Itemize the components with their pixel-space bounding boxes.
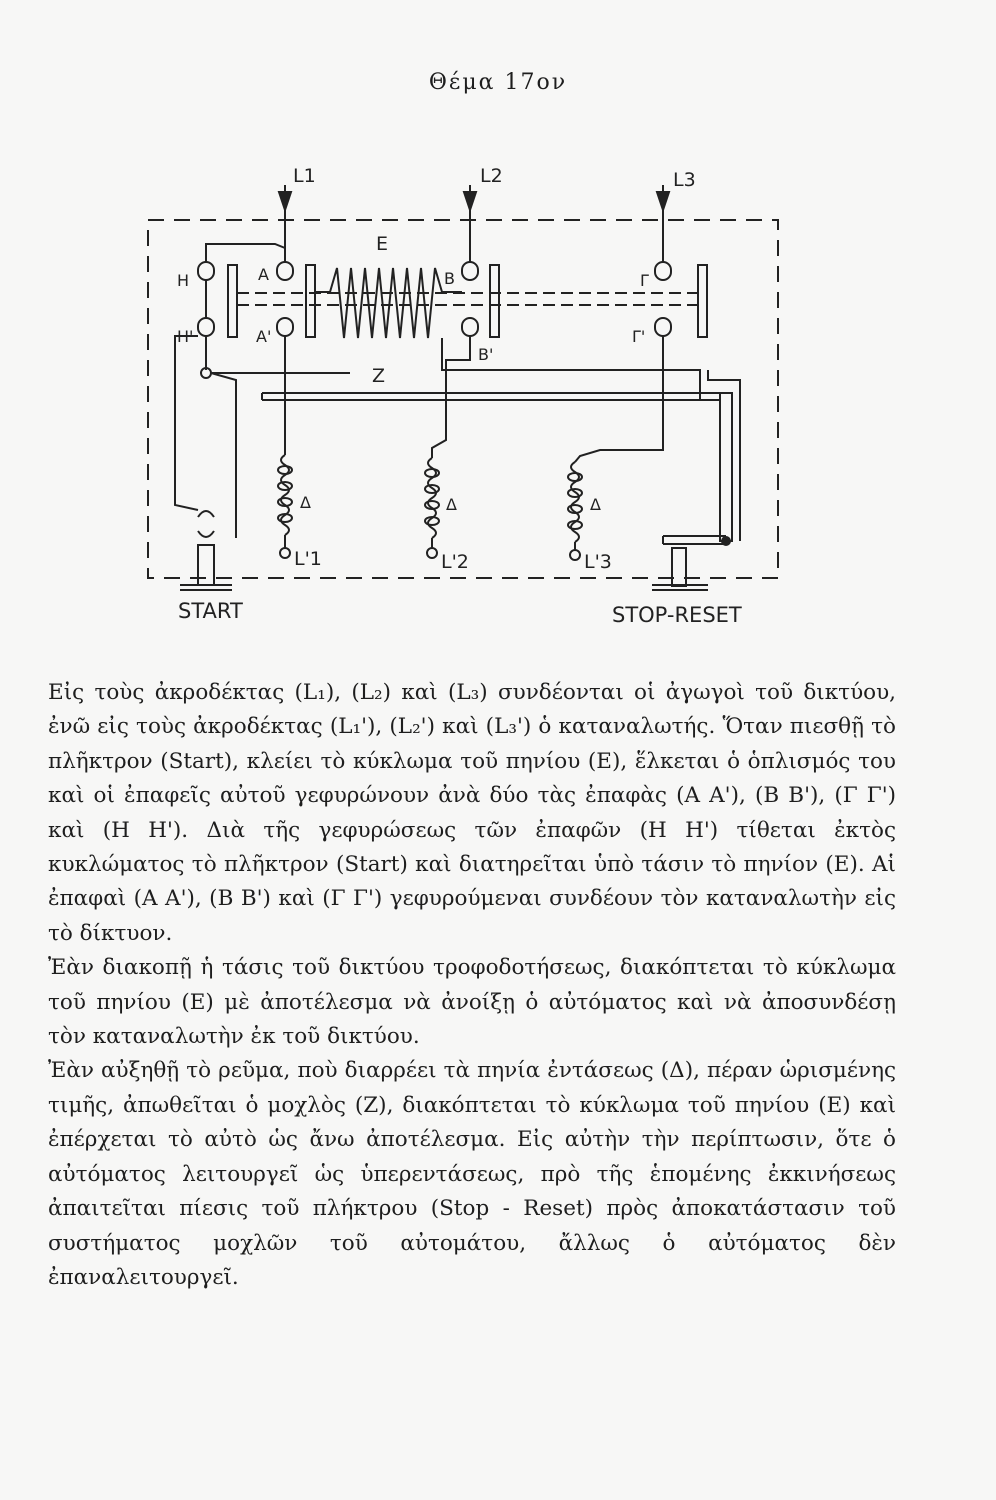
contact-B (462, 262, 478, 280)
paragraph-1: Εἰς τοὺς ἀκροδέκτας (L₁), (L₂) καὶ (L₃) συνδέονται οἱ ἀγωγοὶ τοῦ δικτύου, ἐνῶ εἰς τοὺς ἀκροδέκτας (L₁'), (L₂') καὶ (L₃') ὁ καταναλωτής. Ὅταν πιεσθῇ τὸ πλῆκτρον (Start), κλείει τὸ κύκλωμα τοῦ πηνίου (E), ἕλκεται ὁ ὁπλισμός του καὶ οἱ ἐπαφεῖς αὐτοῦ γεφυρώνουν ἀνὰ δύο τὰς ἐπαφὰς (A A'), (B B'), (Γ Γ') καὶ (H H'). Διὰ τῆς γεφυρώσεως τῶν ἐπαφῶν (H H') τίθεται ἐκτὸς κυκλώματος τὸ πλῆκτρον (Start) καὶ διατηρεῖται ὑπὸ τάσιν τὸ πηνίον (E). Αἱ ἐπαφαὶ (A A'), (B B') καὶ (Γ Γ') γεφυρούμεναι συνδέουν τὸν καταναλωτὴν εἰς τὸ δίκτυον. (48, 680, 896, 946)
bridge-bar-Gamma (698, 265, 707, 337)
circuit-diagram (0, 0, 996, 640)
label-delta-1: Δ (300, 493, 311, 512)
label-E: E (376, 233, 389, 255)
paragraph-3: Ἐὰν αὐξηθῇ τὸ ρεῦμα, ποὺ διαρρέει τὰ πηνία ἐντάσεως (Δ), πέραν ὡρισμένης τιμῆς, ἀπωθεῖται ὁ μοχλὸς (Z), διακόπτεται τὸ κύκλωμα τοῦ πηνίου (E) καὶ ἐπέρχεται τὸ αὐτὸ ὡς ἄνω ἀποτέλεσμα. Εἰς αὐτὴν τὴν περίπτωσιν, ὅτε ὁ αὐτόματος λειτουργεῖ ὡς ὑπερεντάσεως, πρὸ τῆς ἑπομένης ἐκκινήσεως ἀπαιτεῖται πίεσις τοῦ πλήκτρου (Stop - Reset) πρὸς ἀποκατάστασιν τοῦ συστήματος μοχλῶν τοῦ αὐτομάτου, ἄλλως ὁ αὐτόματος δὲν ἐπαναλειτουργεῖ. (48, 1058, 896, 1290)
label-contact-A-prime: A' (256, 327, 272, 346)
contact-Gamma (655, 262, 671, 280)
lever-Z-rod (720, 393, 732, 541)
current-coil-1 (278, 455, 292, 535)
current-coil-3 (568, 462, 582, 542)
label-load-3: L'3 (584, 551, 612, 573)
label-load-2: L'2 (441, 551, 469, 573)
label-contact-A: A (258, 265, 269, 284)
contact-H-prime (198, 318, 214, 336)
label-delta-2: Δ (446, 495, 457, 514)
contact-Gamma-prime (655, 318, 671, 336)
coil-E (315, 268, 462, 338)
paragraph-2: Ἐὰν διακοπῇ ἡ τάσις τοῦ δικτύου τροφοδοτήσεως, διακόπτεται τὸ κύκλωμα τοῦ πηνίου (E) μὲ ἀποτέλεσμα νὰ ἀνοίξῃ ὁ αὐτόματος καὶ νὰ ἀποσυνδέσῃ τὸν καταναλωτὴν ἐκ τοῦ δικτύου. (48, 955, 896, 1050)
label-Z: Z (372, 365, 386, 387)
bridge-bar-A (306, 265, 315, 337)
contact-A-prime (277, 318, 293, 336)
bridge-bar-B (490, 265, 499, 337)
label-contact-Gamma-prime: Γ' (632, 327, 646, 346)
label-start: START (178, 599, 243, 623)
label-contact-H-prime: H' (177, 327, 194, 346)
body-text (48, 676, 896, 1295)
contact-H (198, 262, 214, 280)
label-contact-B-prime: B' (478, 345, 494, 364)
label-contact-B: B (444, 269, 455, 288)
current-coil-2 (425, 458, 439, 538)
label-contact-Gamma: Γ (640, 271, 649, 290)
label-load-1: L'1 (294, 548, 322, 570)
supply-arrow-L3 (657, 185, 669, 262)
supply-arrow-L2 (464, 185, 476, 262)
page-title: Θέμα 17ον (428, 70, 568, 95)
label-L2: L2 (480, 165, 503, 187)
label-L1: L1 (293, 165, 316, 187)
label-delta-3: Δ (590, 495, 601, 514)
contact-B-prime (462, 318, 478, 336)
label-stop-reset: STOP-RESET (612, 603, 742, 627)
bridge-bar-H (228, 265, 237, 337)
label-L3: L3 (673, 169, 696, 191)
contact-A (277, 262, 293, 280)
stop-reset-button (672, 548, 686, 586)
label-contact-H: H (177, 271, 190, 290)
